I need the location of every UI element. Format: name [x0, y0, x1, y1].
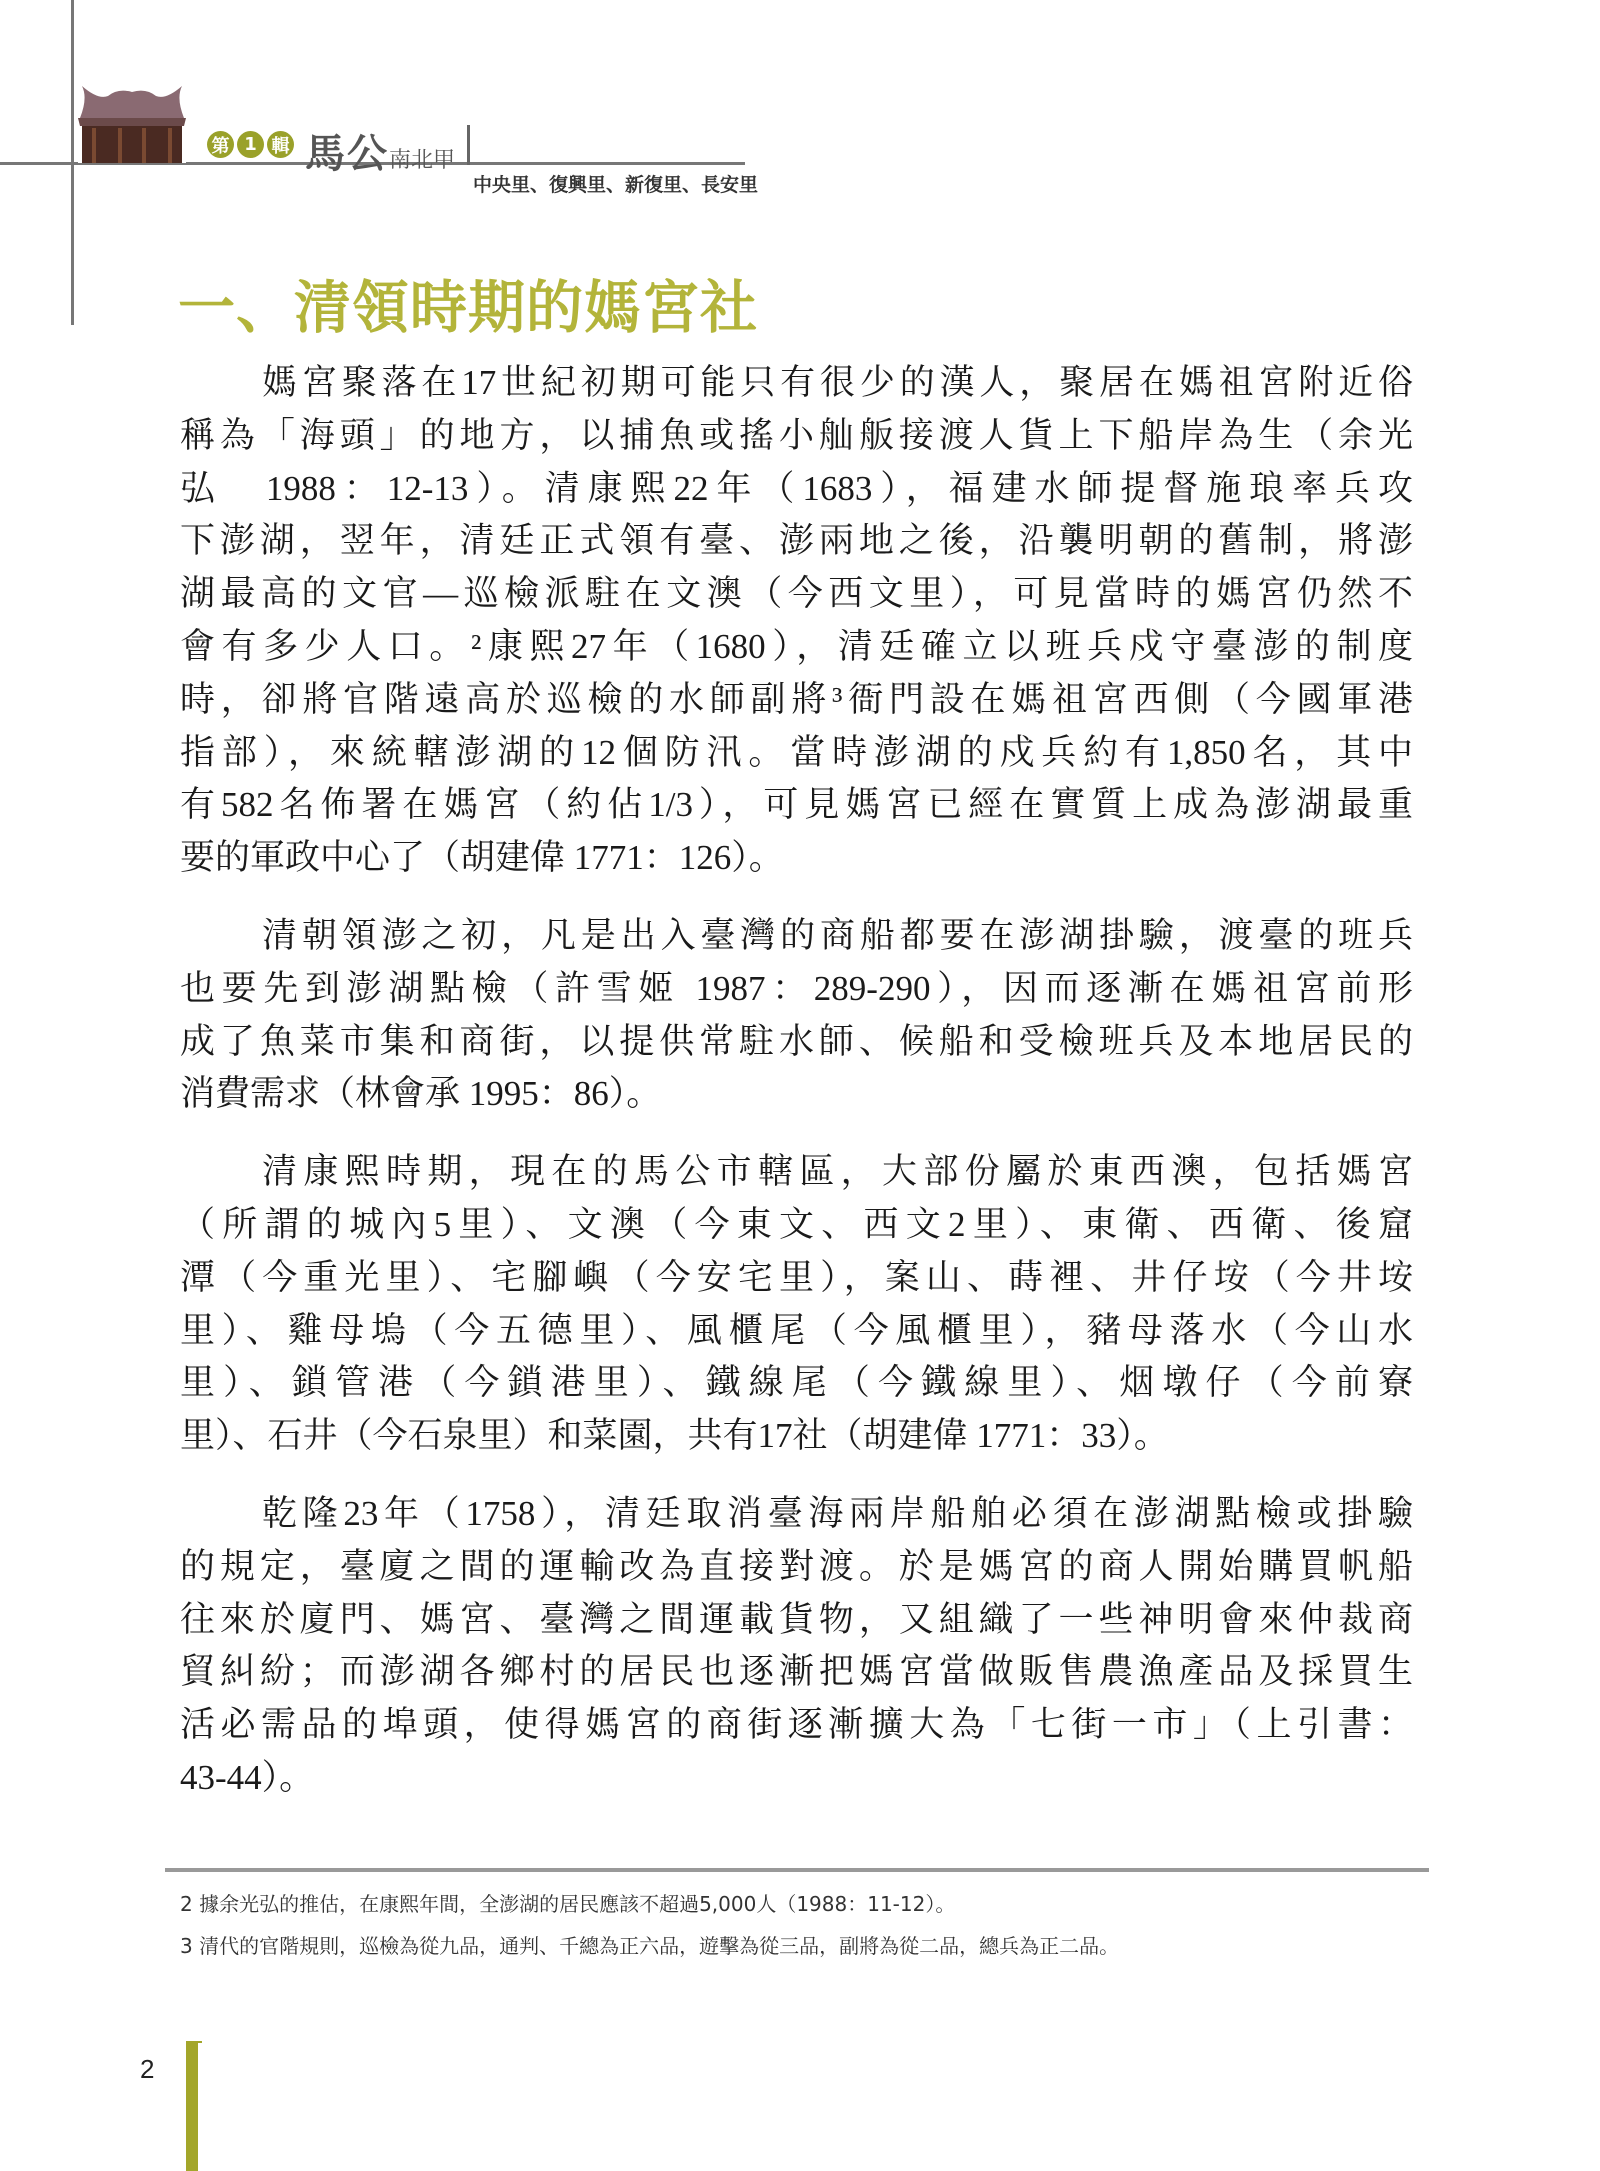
paragraph-line: 清康熙時期，現在的馬公市轄區，大部份屬於東西澳，包括媽宮 — [262, 1152, 1413, 1192]
paragraph — [180, 357, 1413, 885]
body-text — [180, 357, 1413, 1830]
paragraph — [180, 1488, 1413, 1805]
paragraph-line: 媽宮聚落在17世紀初期可能只有很少的漢人，聚居在媽祖宮附近俗 — [262, 363, 1413, 402]
series-badge — [207, 131, 294, 158]
paragraph-line: 里）、雞母塢（今五德里）、風櫃尾（今風櫃里），豬母落水（今山水 — [180, 1310, 1413, 1350]
footnote-2: 2 據余光弘的推估，在康熙年間，全澎湖的居民應該不超過5,000人（1988：11-12）。 — [180, 1892, 956, 1916]
paragraph-line: 里）、石井（今石泉里）和菜園，共有17社（胡建偉 1771：33）。 — [180, 1416, 1169, 1456]
paragraph-line: 乾隆23年（1758），清廷取消臺海兩岸船舶必須在澎湖點檢或掛驗 — [262, 1493, 1413, 1533]
paragraph-line: 成了魚菜市集和商街，以提供常駐水師、候船和受檢班兵及本地居民的 — [180, 1021, 1413, 1061]
page-number: 2 — [140, 2054, 155, 2084]
paragraph-line: 下澎湖，翌年，清廷正式領有臺、澎兩地之後，沿襲明朝的舊制，將澎 — [180, 521, 1413, 561]
paragraph-line: 要的軍政中心了（胡建偉 1771：126）。 — [180, 838, 784, 878]
brand-main: 馬公 — [305, 131, 389, 176]
paragraph-line: 湖最高的文官—巡檢派駐在文澳（今西文里），可見當時的媽宮仍然不 — [180, 574, 1413, 614]
paragraph-line: 稱為「海頭」的地方，以捕魚或搖小舢舨接渡人貨上下船岸為生（余光 — [180, 415, 1413, 455]
book-brand — [305, 122, 455, 179]
brand-divider — [467, 125, 470, 165]
paragraph-line: 消費需求（林會承 1995：86）。 — [180, 1074, 662, 1114]
paragraph-line: 清朝領澎之初，凡是出入臺灣的商船都要在澎湖掛驗，渡臺的班兵 — [262, 915, 1413, 955]
brand-small: 南北甲 — [389, 147, 456, 172]
paragraph-line: 貿糾紛；而澎湖各鄉村的居民也逐漸把媽宮當做販售農漁產品及採買生 — [180, 1652, 1413, 1692]
temple-image — [78, 78, 186, 163]
paragraph-line: （所謂的城內5里）、文澳（今東文、西文2里）、東衛、西衛、後窟 — [180, 1204, 1413, 1244]
paragraph — [180, 1146, 1413, 1463]
paragraph-line: 43-44）。 — [180, 1757, 315, 1797]
paragraph-line: 指部），來統轄澎湖的12個防汛。當時澎湖的戍兵約有1,850名，其中 — [180, 732, 1413, 772]
paragraph — [180, 910, 1413, 1121]
footnote-3: 3 清代的官階規則，巡檢為從九品，通判、千總為正六品，遊擊為從三品，副將為從二品，總兵為正二品。 — [180, 1934, 1120, 1958]
header-subtitle: 中央里、復興里、新復里、長安里 — [473, 174, 759, 196]
series-badge-number: 1 — [237, 131, 264, 158]
series-badge-char: 輯 — [267, 131, 294, 158]
footnote-divider — [165, 1868, 1429, 1872]
paragraph-line: 會有多少人口。²康熙27年（1680），清廷確立以班兵戍守臺澎的制度 — [180, 626, 1413, 666]
page-bar — [186, 2041, 198, 2171]
paragraph-line: 的規定，臺廈之間的運輸改為直接對渡。於是媽宮的商人開始購買帆船 — [180, 1546, 1413, 1586]
section-title: 一、清領時期的媽宮社 — [178, 275, 758, 341]
paragraph-line: 潭（今重光里）、宅腳嶼（今安宅里），案山、蒔裡、井仔垵（今井垵 — [180, 1257, 1413, 1297]
paragraph-line: 弘 1988：12-13）。清康熙22年（1683），福建水師提督施琅率兵攻 — [180, 468, 1413, 508]
paragraph-line: 有582名佈署在媽宮（約佔1/3），可見媽宮已經在實質上成為澎湖最重 — [180, 785, 1413, 825]
paragraph-line: 也要先到澎湖點檢（許雪姬 1987：289-290），因而逐漸在媽祖宮前形 — [180, 968, 1413, 1008]
paragraph-line: 時，卻將官階遠高於巡檢的水師副將³衙門設在媽祖宮西側（今國軍港 — [180, 679, 1413, 719]
series-badge-char: 第 — [207, 131, 234, 158]
paragraph-line: 里）、鎖管港（今鎖港里）、鐵線尾（今鐵線里）、烟墩仔（今前寮 — [180, 1363, 1413, 1403]
paragraph-line: 活必需品的埠頭，使得媽宮的商街逐漸擴大為「七街一市」（上引書： — [180, 1705, 1413, 1745]
paragraph-line: 往來於廈門、媽宮、臺灣之間運載貨物，又組織了一些神明會來仲裁商 — [180, 1599, 1413, 1639]
